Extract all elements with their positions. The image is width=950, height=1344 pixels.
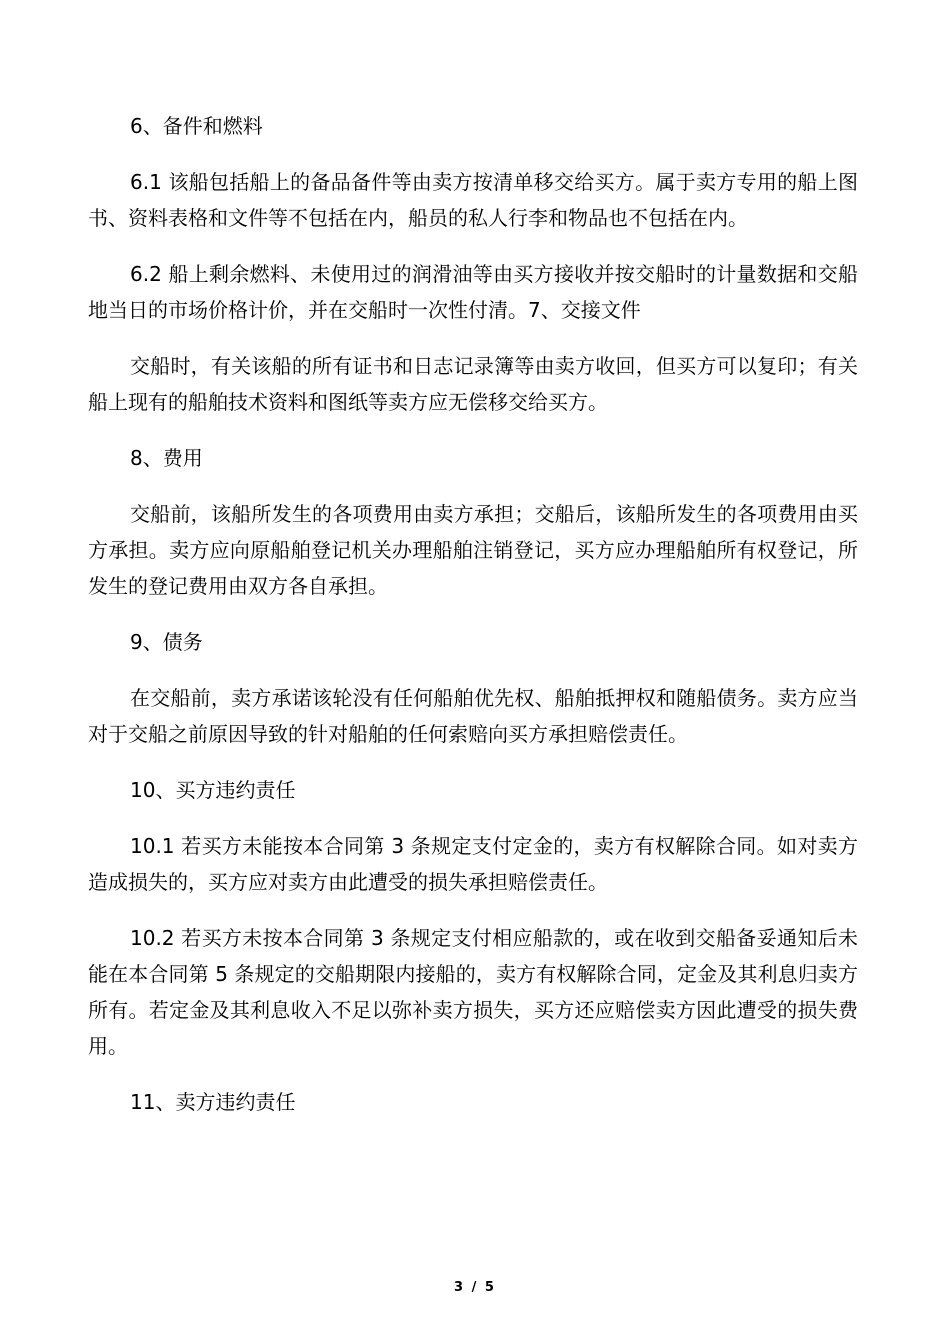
document-body — [88, 108, 858, 1140]
section-heading-debts: 9、债务 — [130, 630, 203, 654]
section-heading-buyer-liability: 10、买方违约责任 — [130, 778, 296, 802]
paragraph-handover-documents: 交船时，有关该船的所有证书和日志记录簿等由卖方收回，但买方可以复印；有关船上现有的船舶技术资料和图纸等卖方应无偿移交给买方。 — [88, 354, 858, 414]
paragraph-10-1: 10.1 若买方未能按本合同第 3 条规定支付定金的，卖方有权解除合同。如对卖方造成损失的，买方应对卖方由此遭受的损失承担赔偿责任。 — [88, 834, 858, 894]
section-heading-spare-parts-fuel: 6、备件和燃料 — [130, 114, 263, 138]
paragraph-debts: 在交船前，卖方承诺该轮没有任何船舶优先权、船舶抵押权和随船债务。卖方应当对于交船之前原因导致的针对船舶的任何索赔向买方承担赔偿责任。 — [88, 686, 858, 746]
section-heading-fees: 8、费用 — [130, 446, 203, 470]
paragraph-fees: 交船前，该船所发生的各项费用由卖方承担；交船后，该船所发生的各项费用由买方承担。卖方应向原船舶登记机关办理船舶注销登记，买方应办理船舶所有权登记，所发生的登记费用由双方各自承担。 — [88, 502, 858, 598]
paragraph-6-2: 6.2 船上剩余燃料、未使用过的润滑油等由买方接收并按交船时的计量数据和交船地当日的市场价格计价，并在交船时一次性付清。7、交接文件 — [88, 262, 858, 322]
page-number: 3 / 5 — [454, 1280, 496, 1295]
paragraph-6-1: 6.1 该船包括船上的备品备件等由卖方按清单移交给买方。属于卖方专用的船上图书、资料表格和文件等不包括在内，船员的私人行李和物品也不包括在内。 — [88, 170, 858, 230]
section-heading-seller-liability: 11、卖方违约责任 — [130, 1090, 296, 1114]
paragraph-10-2: 10.2 若买方未按本合同第 3 条规定支付相应船款的，或在收到交船备妥通知后未能在本合同第 5 条规定的交船期限内接船的，卖方有权解除合同，定金及其利息归卖方所有。若定金及其利息收入不足以弥补卖方损失，买方还应赔偿卖方因此遭受的损失费用。 — [88, 926, 858, 1058]
